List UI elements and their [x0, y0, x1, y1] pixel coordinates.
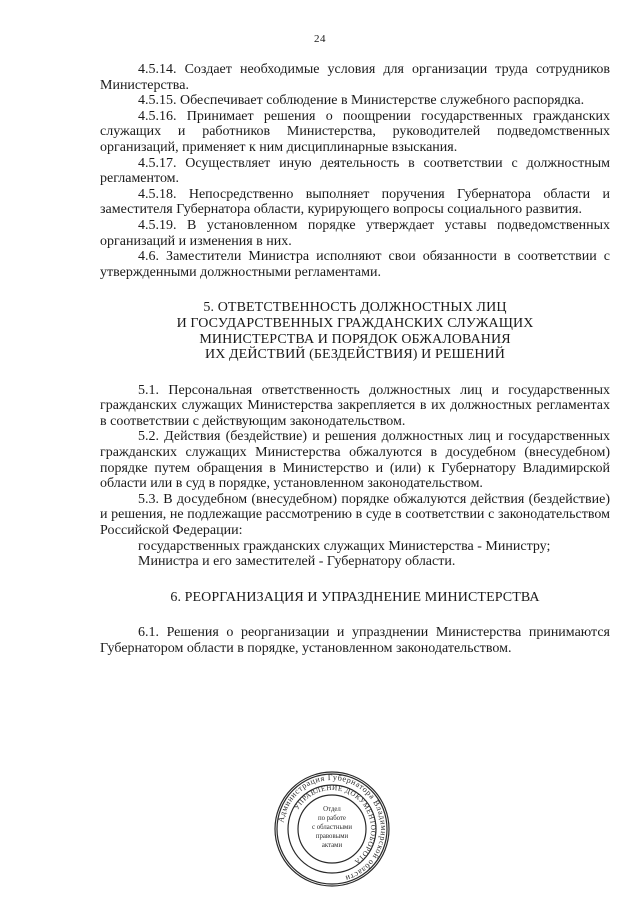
paragraph-4-5-18: 4.5.18. Непосредственно выполняет поручения Губернатора области и заместителя Губернатора области, курирующего вопросы социального развития. [100, 186, 610, 218]
paragraph-4-5-17: 4.5.17. Осуществляет иную деятельность в соответствии с должностным регламентом. [100, 155, 610, 187]
paragraph-4-5-15: 4.5.15. Обеспечивает соблюдение в Министерстве служебного распорядка. [138, 93, 585, 109]
stamp-seal-icon [273, 770, 391, 888]
paragraph-4-6: 4.6. Заместители Министра исполняют свои обязанности в соответствии с утвержденными должностными регламентами. [100, 249, 610, 280]
stamp-center-line: правовыми [315, 833, 349, 840]
stamp-center-line: с областными [312, 824, 352, 831]
stamp-center-line: по работе [318, 815, 346, 822]
paragraph-4-5-14: 4.5.14. Создает необходимые условия для организации труда сотрудников Министерства. [100, 62, 610, 93]
section-5-heading-line: И ГОСУДАРСТВЕННЫХ ГРАЖДАНСКИХ СЛУЖАЩИХ [176, 315, 534, 331]
section-5-heading-line: 5. ОТВЕТСТВЕННОСТЬ ДОЛЖНОСТНЫХ ЛИЦ [203, 300, 507, 316]
paragraph-4-5-16: 4.5.16. Принимает решения о поощрении государственных гражданских служащих и работников Министерства, руководителей подведомственных организаций, применяет к ним дисциплинарные взыскания. [100, 108, 610, 155]
paragraph-5-3: 5.3. В досудебном (внесудебном) порядке обжалуются действия (бездействие) и решения, не подлежащие рассмотрению в суде в соответствии с законодательством Российской Федерации: [100, 491, 610, 539]
section-5-heading [100, 300, 610, 362]
paragraph-5-1: 5.1. Персональная ответственность должностных лиц и государственных гражданских служащих Министерства закрепляется в их должностных регламентах в соответствии с действующим законодательством. [100, 382, 610, 429]
page-number: 24 [314, 33, 326, 45]
section-6-heading: 6. РЕОРГАНИЗАЦИЯ И УПРАЗДНЕНИЕ МИНИСТЕРСТВА [170, 589, 540, 605]
section-5-heading-line: МИНИСТЕРСТВА И ПОРЯДОК ОБЖАЛОВАНИЯ [199, 331, 511, 347]
stamp-center-line: актами [321, 842, 343, 849]
section-5-heading-line: ИХ ДЕЙСТВИЙ (БЕЗДЕЙСТВИЯ) И РЕШЕНИЙ [205, 347, 505, 363]
stamp-center-line: Отдел [323, 806, 341, 813]
paragraph-5-3-item-1: государственных гражданских служащих Министерства - Министру; [138, 538, 551, 554]
paragraph-6-1: 6.1. Решения о реорганизации и упразднении Министерства принимаются Губернатором области в порядке, установленном законодательством. [100, 625, 610, 656]
official-stamp [273, 770, 391, 888]
paragraph-4-5-19: 4.5.19. В установленном порядке утверждает уставы подведомственных организаций и изменения в них. [100, 217, 610, 249]
document-body [100, 62, 610, 657]
stamp-inner-text: УПРАВЛЕНИЕ ДОКУМЕНТООБОРОТА [292, 783, 378, 867]
paragraph-5-3-item-2: Министра и его заместителей - Губернатору области. [138, 554, 456, 570]
paragraph-5-2: 5.2. Действия (бездействие) и решения должностных лиц и государственных гражданских служащих Министерства обжалуются в досудебном (внесудебном) порядке путем обращения в Министерство и (или) к Губернатору Владимирской области или в суд в порядке, установленном законодательством. [100, 429, 610, 492]
stamp-outer-text: Администрация Губернатора Владимирской области [276, 772, 389, 884]
